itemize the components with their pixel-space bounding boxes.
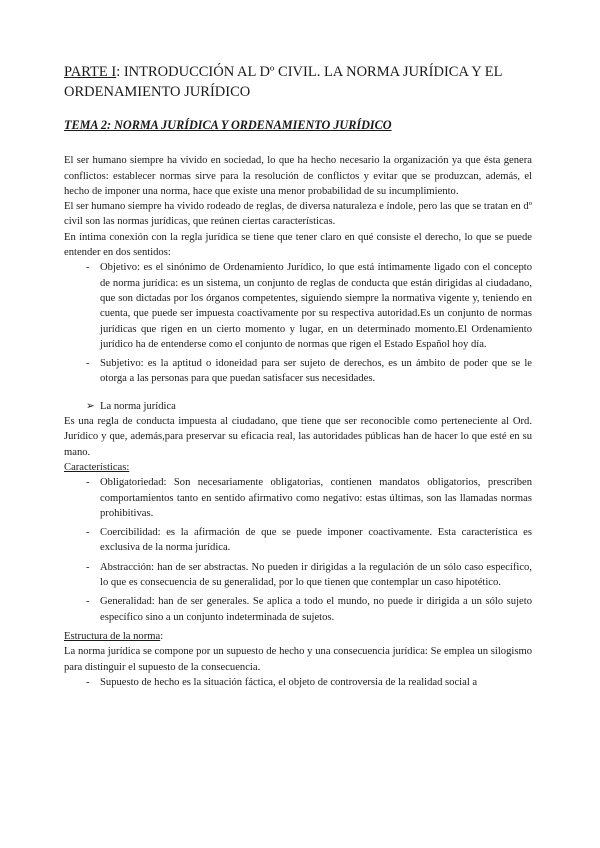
list-item: - Coercibilidad: es la afirmación de que se puede imponer coactivamente. Esta característica es exclusiva de la norma jurídica. (64, 525, 532, 556)
part-prefix: PARTE I (64, 64, 117, 80)
list-item: - Supuesto de hecho es la situación fáctica, el objeto de controversia de la realidad social a (64, 675, 532, 690)
document-page (64, 62, 532, 694)
intro-paragraph: En íntima conexión con la regla jurídica se tiene que tener claro en qué consiste el derecho, lo que se puede entender en dos sentidos: (64, 231, 532, 259)
list-item: - Abstracción: han de ser abstractas. No pueden ir dirigidas a la regulación de un sólo caso específico, lo que es consecuencia de su generalidad, por lo que tienen que contemplar un caso hipotético. (64, 560, 532, 591)
structure-label: Estructura de la norma (64, 630, 161, 642)
norma-definition: Es una regla de conducta impuesta al ciudadano, que tiene que ser reconocible como perteneciente al Ord. Jurídico y que, además,para preservar su eficacia real, las autoridades públicas han de hacer lo que esté en su mano. (64, 416, 532, 458)
part-title (64, 62, 532, 102)
characteristics-label: Características: (64, 461, 130, 473)
topic-title: TEMA 2: NORMA JURÍDICA Y ORDENAMIENTO JURÍDICO (64, 118, 392, 132)
section-heading-norma (64, 399, 532, 414)
part-title-rest: : INTRODUCCIÓN AL Dº CIVIL. LA NORMA JURÍDICA Y EL ORDENAMIENTO JURÍDICO (64, 64, 502, 100)
intro-paragraph: El ser humano siempre ha vivido en sociedad, lo que ha hecho necesario la organización ya que ésta genera conflictos: establecer normas sirve para la resolución de conflictos y evitar que se produzcan, además, el hecho de imponer una norma, hace que existe una menor probabilidad de su incumplimiento. (64, 155, 532, 197)
arrow-bullet-icon: ➢ (86, 400, 95, 412)
senses-list (64, 260, 532, 386)
list-item: - Subjetivo: es la aptitud o idoneidad para ser sujeto de derechos, es un ámbito de poder que se le otorga a las personas para que puedan satisfacer sus necesidades. (64, 356, 532, 387)
characteristics-list (64, 475, 532, 625)
structure-list (64, 675, 532, 690)
section-heading-text: La norma jurídica (100, 400, 176, 412)
structure-paragraph: La norma jurídica se compone por un supuesto de hecho y una consecuencia jurídica: Se emplea un silogismo para distinguir el supuesto de la consecuencia. (64, 646, 532, 673)
list-item: - Obligatoriedad: Son necesariamente obligatorias, contienen mandatos obligatorios, prescriben comportamientos tanto en sentido afirmativo como negativo: estas últimas, son las llamadas normas prohibitivas. (64, 475, 532, 521)
structure-label-colon: : (160, 630, 164, 642)
intro-paragraph: El ser humano siempre ha vivido rodeado de reglas, de diversa naturaleza e índole, pero las que se tratan en dº civil son las normas jurídicas, que reúnen ciertas características. (64, 201, 532, 228)
list-item: - Objetivo: es el sinónimo de Ordenamiento Jurídico, lo que está íntimamente ligado con el concepto de norma jurídica: es un sistema, un conjunto de reglas de conducta que están dirigidas al ciudadano, que son dictadas por los órganos competentes, siguiendo siempre la normativa vigente y, teniendo en cuenta, que puede ser impuesta coactivamente por su respectiva autoridad.Es un conjunto de normas jurídicas que rigen en un cierto momento y lugar, en un determinado momento.El Ordenamiento jurídico ha de entenderse como el conjunto de normas que rigen el Estado Español hoy día. (64, 260, 532, 352)
list-item: - Generalidad: han de ser generales. Se aplica a todo el mundo, no puede ir dirigida a un sólo sujeto específico sino a un conjunto indeterminada de sujetos. (64, 594, 532, 625)
